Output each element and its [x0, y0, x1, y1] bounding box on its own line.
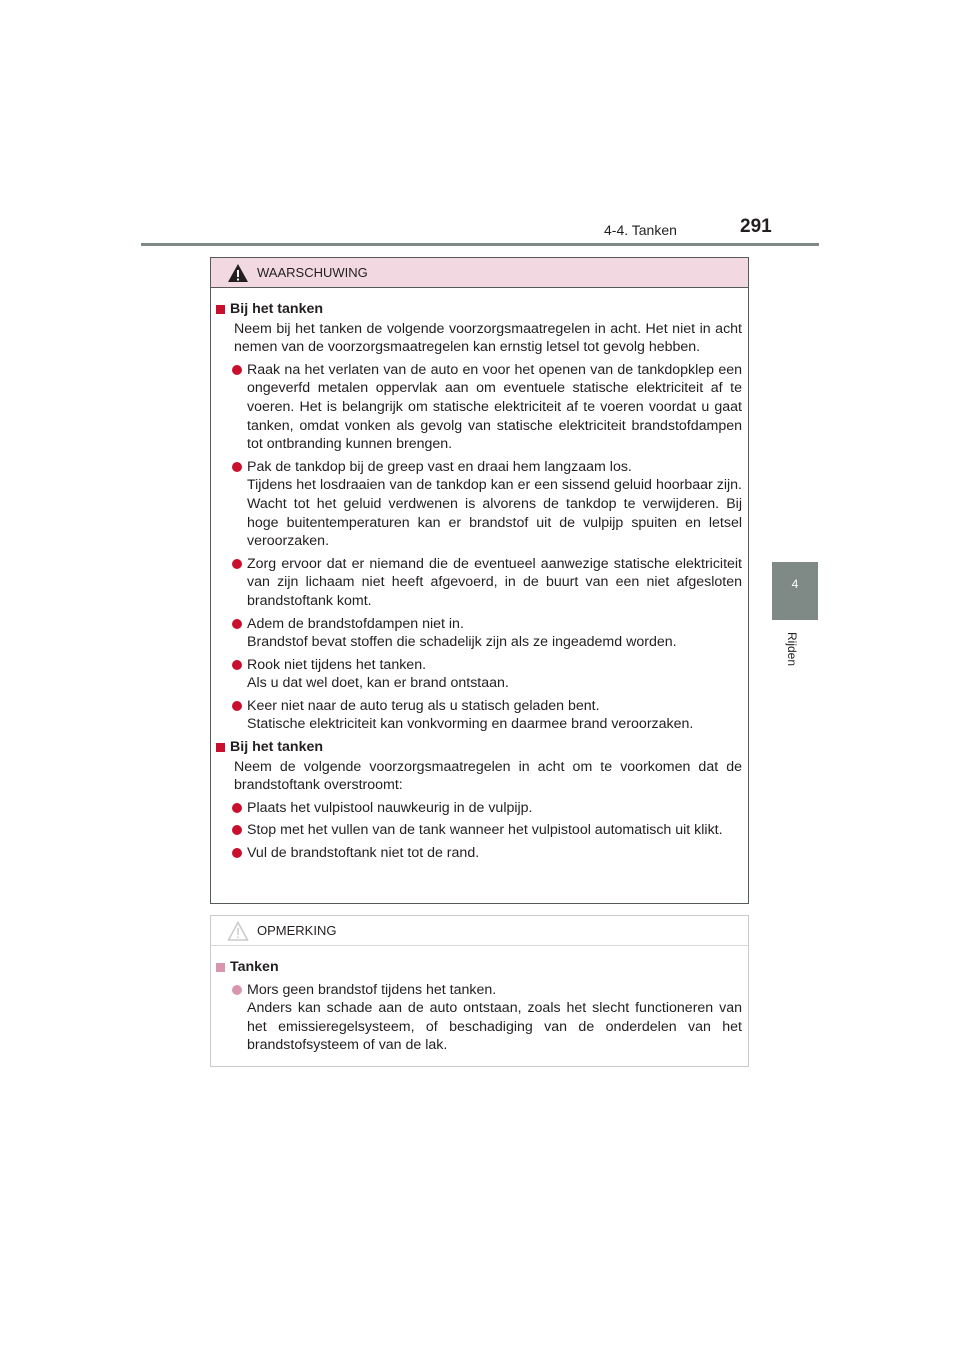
round-bullet-icon [232, 803, 242, 813]
square-bullet-icon [216, 305, 225, 314]
square-bullet-icon [216, 743, 225, 752]
header-rule [141, 243, 819, 246]
section-heading [216, 738, 742, 757]
warning-box [210, 257, 749, 904]
bullet-text [247, 697, 742, 734]
bullet-text [247, 981, 742, 1055]
round-bullet-icon [232, 365, 242, 375]
round-bullet-icon [232, 462, 242, 472]
bullet-item [232, 821, 742, 840]
section-label: 4-4. Tanken [604, 222, 677, 238]
section-intro: Neem de volgende voorzorgsmaatregelen in acht om te voorkomen dat de brandstoftank overstroomt: [234, 758, 742, 794]
notice-header [211, 916, 748, 946]
bullet-item [232, 615, 742, 652]
warning-triangle-icon [227, 263, 249, 283]
bullet-text [247, 361, 742, 454]
bullet-line: Rook niet tijdens het tanken. [247, 656, 427, 673]
bullet-line: Raak na het verlaten van de auto en voor het openen van de tankdopklep een ongeverfd metalen oppervlak aan om eventuele statische elektriciteit af te voeren. Het is belangrijk om statische elektriciteit af te voeren voordat u gaat tanken, omdat vonken als gevolg van statische elektriciteit brandstofdampen tot ontbranding kunnen brengen. [247, 361, 742, 453]
bullet-line: Tijdens het losdraaien van de tankdop kan er een sissend geluid hoorbaar zijn. Wacht tot het geluid verdwenen is alvorens de tankdop te verwijderen. Bij hoge buitentemperaturen kan er brandstof uit de vulpijp spuiten en letsel veroorzaken. [247, 477, 742, 550]
round-bullet-icon [232, 701, 242, 711]
bullet-item [232, 844, 742, 863]
bullet-text [247, 555, 742, 611]
bullet-line: Mors geen brandstof tijdens het tanken. [247, 981, 497, 998]
notice-triangle-icon [227, 921, 249, 941]
round-bullet-icon [232, 619, 242, 629]
bullet-item [232, 656, 742, 693]
bullet-line: Adem de brandstofdampen niet in. [247, 615, 464, 632]
warning-header [211, 258, 748, 288]
round-bullet-icon [232, 825, 242, 835]
warning-body [211, 288, 748, 863]
bullet-line: Vul de brandstoftank niet tot de rand. [247, 845, 480, 862]
section-heading [216, 958, 742, 977]
notice-title: OPMERKING [257, 923, 337, 938]
bullet-text [247, 615, 742, 652]
round-bullet-icon [232, 559, 242, 569]
bullet-line: Als u dat wel doet, kan er brand ontstaan. [247, 675, 509, 692]
section-intro: Neem bij het tanken de volgende voorzorgsmaatregelen in acht. Het niet in acht nemen van de voorzorgsmaatregelen kan ernstig letsel tot gevolg hebben. [234, 320, 742, 356]
square-bullet-icon [216, 963, 225, 972]
bullet-item [232, 697, 742, 734]
bullet-item [232, 799, 742, 818]
bullet-item [232, 361, 742, 454]
round-bullet-icon [232, 660, 242, 670]
chapter-tab: 4 [772, 562, 818, 620]
section-heading [216, 300, 742, 319]
chapter-label: Rijden [785, 632, 799, 667]
bullet-text [247, 821, 742, 840]
notice-box [210, 915, 749, 1067]
round-bullet-icon [232, 985, 242, 995]
round-bullet-icon [232, 848, 242, 858]
bullet-text [247, 656, 742, 693]
bullet-text [247, 844, 742, 863]
bullet-line: Pak de tankdop bij de greep vast en draai hem langzaam los. [247, 458, 632, 475]
section-heading-text: Bij het tanken [230, 301, 324, 317]
page-number: 291 [740, 216, 772, 237]
bullet-line: Brandstof bevat stoffen die schadelijk zijn als ze ingeademd worden. [247, 634, 677, 651]
bullet-item [232, 981, 742, 1055]
bullet-item [232, 555, 742, 611]
bullet-line: Anders kan schade aan de auto ontstaan, zoals het slecht functioneren van het emissieregelsysteem, of beschadiging van de onderdelen van het brandstofsysteem of van de lak. [247, 1000, 742, 1054]
section-heading-text: Tanken [230, 959, 279, 975]
bullet-line: Plaats het vulpistool nauwkeurig in de vulpijp. [247, 799, 533, 816]
bullet-line: Zorg ervoor dat er niemand die de eventueel aanwezige statische elektriciteit van zijn lichaam niet heeft afgevoerd, in de buurt van een niet afgesloten brandstoftank komt. [247, 555, 742, 609]
bullet-text [247, 458, 742, 551]
section-heading-text: Bij het tanken [230, 739, 324, 756]
notice-body [211, 946, 748, 1055]
bullet-item [232, 458, 742, 551]
bullet-line: Keer niet naar de auto terug als u statisch geladen bent. [247, 697, 600, 714]
warning-title: WAARSCHUWING [257, 265, 368, 280]
bullet-text [247, 799, 742, 818]
bullet-line: Statische elektriciteit kan vonkvorming en daarmee brand veroorzaken. [247, 716, 694, 733]
bullet-line: Stop met het vullen van de tank wanneer het vulpistool automatisch uit klikt. [247, 822, 723, 839]
